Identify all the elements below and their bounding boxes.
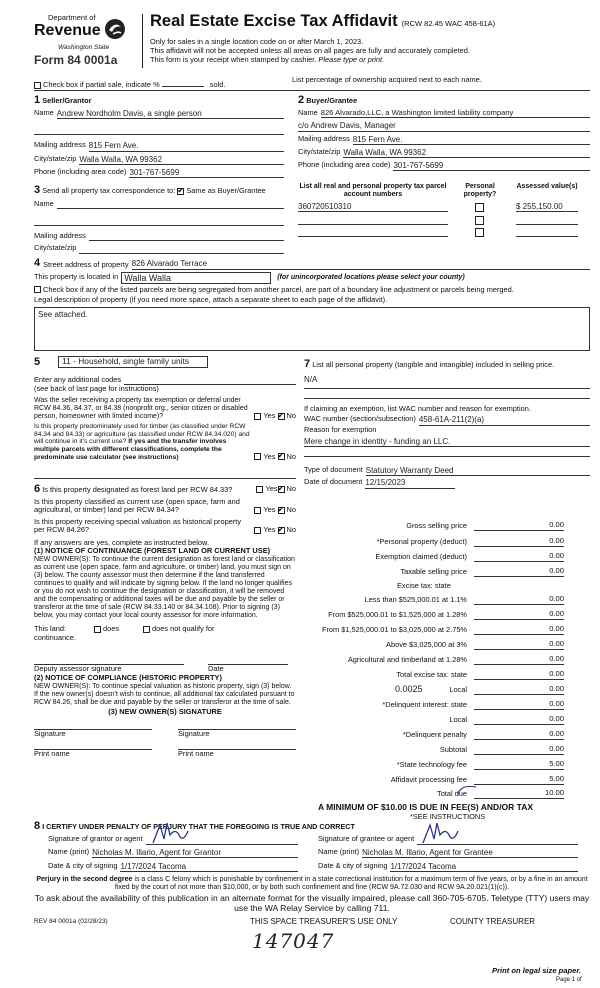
dor-logo (34, 14, 134, 70)
buyer-name[interactable]: 826 Alvarado,LLC, a Washington limited liability company (321, 109, 590, 119)
affidavit-page: Department of Revenue Washington State Form 84 0001a Real Estate Excise Tax Affidavit (RCW 82.45 WAC 458-61A) Only for sales in a single location code on or after March 1, 2023. This affidavit will not be accepted unless all areas on all pages are fully and accurately completed. This form is your receipt when stamped by cashier. Please type or print. Check box if partial sale, indicate % sold. List percentage of ownership acquired next to each name. 1 Seller/Grantor Name Andrew Nordholm Davis, a single person Mailing address 815 Fern Ave. City/state/zip Walla Walla, WA 99362 Phone (including area code) 301-767-5699 2 Buyer/Grantee Name 826 Alvarado,LLC, a Washington limited liability company c/o Andrew Davis, Manager Mailing address 815 Fern Ave. City/state/zip Walla Walla, WA 99362 Phone (including area code) 301-767-5699 3 Send all property tax correspondence to: ✔ Same as Buyer/Grantee Name Mailing address City/state/zip List all real and personal property tax parcel account numbers Personal property? Assessed value(s) 360720510310 $ 255,150.00 4 Street address of property 826 Alvarado Terrace This property is located in Walla Walla (for unincorporated locations please select your county) Check box if any of the listed parcels are being segregated from another parcel, are part of a boundary line adjustment or parcels being merged. Legal description of property (if you need more space, attach a separate sheet to each page of the affidavit). See attached. 5 11 - Household, single family units Enter any additional codes (see back of last page for instructions) Was the seller receiving a property tax exemption or deferral under RCW 84.36, 84.37, or 84.38 (nonprofit org., senior citizen or disabled person, homeowner with limited income)? Yes ✔ No Is this property predominately used for timber (as classified under RCW 84.34 and 84.33) or agriculture (as classified under RCW 84.34.020) and will continue in it's current use? If yes and the transfer involves multiple parcels with different classifications, complete the predominate use calculator (see instructions) Yes ✔ No 6 Is this property designated as forest land per RCW 84.33? Yes✔ No Is this property classified as current use (open space, farm and agricultural, or timber) land per RCW 84.34? Yes ✔ No Is this property receiving special valuation as historical property per RCW 84.26? Yes ✔ No If any answers are yes, complete as instructed below. (1) NOTICE OF CONTINUANCE (FOREST LAND OR CURRENT USE) NEW OWNER(S): To continue the current designation as forest land or classification as current use (open space, farm and agriculture, or timber) land, you must sign on (3) below. The county assessor must then determine if the land transferred continues to qualify and will indicate by signing below. If the land no longer qualifies or you do not wish to continue the designation or classification, it will be removed and the compensating or additional taxes will be due and payable by the seller or transferor at the time of sale (RCW 84.33.140 or 84.34.108). Prior to signing (3) below, you may contact your local county assessor for more information. This land: does does not qualify for continuance. Deputy assessor signature Date (2) NOTICE OF COMPLIANCE (HISTORIC PROPERTY) NEW OWNER(S): To continue special valuation as historic property, sign (3) below. If the new owner(s) doesn't wish to continue, all additional tax calculated pursuant to RCW 84.26, shall be due and payable by the seller or transferor at the time of sale. (3) NEW OWNER(S) SIGNATURE Signature Signature Print name Print name 7 List all personal property (tangible and intangible) included in selling price. N/A If claiming an exemption, list WAC number and reason for exemption. WAC number (section/subsection) 458-61A-211(2)(a) Reason for exemption Mere change in identity - funding an LLC. Type of document Statutory Warranty Deed Date of document 12/15/2023 Gross selling price 0.00 *Personal property (deduct) 0.00 Exemption claimed (deduct) 0.00 Taxable selling price 0.00 Excise tax: state Less than $525,000.01 at 1.1% 0.00 From $525,000.01 to $1,525,000 at 1.28% 0.00 From $1,525,000.01 to $3,025,000 at 2.75% 0.00 Above $3,025,000 at 3% 0.00 Agricultural and timberland at 1.28% 0.00 Total excise tax: state 0.00 0.0025 Local 0.00 *Delinquent interest: state 0.00 Local 0.00 *Delinquent penalty 0.00 Subtotal 0.00 *State technology fee 5.00 Affidavit processing fee 5.00 Total due 10.00 A MINIMUM OF $10.00 IS DUE IN FEE(S) AND/OR TAX *SEE INSTRUCTIONS 8 I CERTIFY UNDER PENALTY OF PERJURY THAT THE FOREGOING IS TRUE AND CORRECT Signature of grantor or agent Name (print) Nicholas M. Illario, Agent for Grantor Date & city of signing 1/17/2024 Tacoma Signature of grantee or agent Name (print) Nicholas M. Illario, Agent for Grantee Date & city of signing 1/17/2024 Tacoma Perjury in the second degree is a class C felony which is punishable by confinement in a state correctional institution for a maximum term of five years, or by a fine in an amount fixed by the court of not more than $10,000, or by both such confinement and fine (RCW 9A.72.030 and RCW 9A.20.021(1)(c)). To ask about the availability of this publication in an alternate format for the visually impaired, please call 360-705-6705. Teletype (TTY) users may use the WA Relay Service by calling 711. REV 84 0001a (02/28/23) THIS SPACE TREASURER'S USE ONLY COUNTY TREASURER 147047 Print on legal size paper. Page 1 of (0, 0, 600, 988)
seller-city[interactable]: Walla Walla, WA 99362 (79, 155, 284, 165)
partial-sale-row: Check box if partial sale, indicate % sold. (34, 79, 225, 90)
legal-size-note: Print on legal size paper. (492, 966, 582, 975)
grantee-date-city[interactable]: 1/17/2024 Tacoma (390, 862, 578, 872)
parcel-number-1[interactable]: 360720510310 (298, 202, 448, 212)
assessed-value-3[interactable] (516, 228, 578, 238)
treasurer-use-label: THIS SPACE TREASURER'S USE ONLY (250, 917, 398, 926)
tax-tier1[interactable]: 0.00 (474, 595, 564, 605)
land-use-code-select[interactable]: 11 - Household, single family units (58, 356, 208, 368)
parcel-col-header: List all real and personal property tax parcel account numbers (299, 183, 447, 199)
grantor-date-city[interactable]: 1/17/2024 Tacoma (120, 862, 298, 872)
delinquent-interest-local[interactable]: 0.00 (474, 715, 564, 725)
exemption-yes-checkbox[interactable] (254, 413, 261, 420)
partial-sale-checkbox[interactable] (34, 82, 41, 89)
total-excise-state[interactable]: 0.00 (474, 670, 564, 680)
personal-property-checkbox-2[interactable] (475, 216, 484, 225)
correspondence-mailing[interactable] (89, 232, 284, 242)
document-type[interactable]: Statutory Warranty Deed (366, 466, 590, 476)
form-title-row (150, 12, 595, 31)
top-rule (34, 90, 590, 91)
current-use-no-checkbox[interactable] (278, 507, 285, 514)
parcel-number-2[interactable] (298, 215, 448, 225)
dept-line1: Department of (48, 13, 96, 22)
personal-property-checkbox-3[interactable] (475, 228, 484, 237)
timber-no-checkbox[interactable] (278, 453, 285, 460)
same-as-buyer-checkbox[interactable] (177, 188, 184, 195)
grantee-signature-block: Signature of grantee or agent Name (print) Nicholas M. Illario, Agent for Grantee Date & city of signing 1/17/2024 Tacoma (318, 835, 578, 872)
header-note1: Only for sales in a single location code on or after March 1, 2023. (150, 37, 364, 46)
property-street[interactable]: 826 Alvarado Terrace (132, 259, 590, 269)
handwritten-receipt-number: 147047 (252, 929, 335, 953)
property-section: 4 Street address of property 826 Alvarado Terrace This property is located in Walla Walla (for unincorporated locations please select your county) Check box if any of the listed parcels are being segregated from another parcel, are part of a boundary line adjustment or parcels being merged. Legal description of property (if you need more space, attach a separate sheet to each page of the affidavit). See attached. (34, 257, 590, 351)
assessed-value-2[interactable] (516, 215, 578, 225)
county-select[interactable]: Walla Walla (121, 272, 271, 284)
alt-format-notice: To ask about the availability of this publication in an alternate format for the visually impaired, please call 360-705-6705. Teletype (TTY) users may use the WA Relay Service by calling 711. (34, 893, 590, 913)
revision-label: REV 84 0001a (02/28/23) (34, 918, 108, 925)
taxable-selling-price[interactable]: 0.00 (474, 567, 564, 577)
timber-yes-checkbox[interactable] (254, 453, 261, 460)
forest-section: 6 Is this property designated as forest land per RCW 84.33? Yes✔ No Is this property classified as current use (open space, farm and agricultural, or timber) land per RCW 84.34? Yes ✔ No Is this property receiving special valuation as historical property per RCW 84.26? Yes ✔ No If any answers are yes, complete as instructed below. (1) NOTICE OF CONTINUANCE (FOREST LAND OR CURRENT USE) NEW OWNER(S): To continue the current designation as forest land or classification as current use (open space, farm and agriculture, or timber) land, you must sign on (3) below. The county assessor must then determine if the land transferred continues to qualify and will indicate by signing below. If the land no longer qualifies or you do not wish to continue the designation or classification, it will be removed and the compensating or additional taxes will be due and payable by the seller or transferor at the time of sale (RCW 84.33.140 or 84.34.108). Prior to signing (3) below, you may contact your local county assessor for more information. This land: does does not qualify for continuance. Deputy assessor signature Date (2) NOTICE OF COMPLIANCE (HISTORIC PROPERTY) NEW OWNER(S): To continue special valuation as historic property, sign (3) below. If the new owner(s) doesn't wish to continue, all additional tax calculated pursuant to RCW 84.26, shall be due and payable by the seller or transferor at the time of sale. (3) NEW OWNER(S) SIGNATURE Signature Signature Print name Print name (34, 483, 296, 758)
buyer-mailing[interactable]: 815 Fern Ave. (353, 135, 590, 145)
certification-row: 8 I CERTIFY UNDER PENALTY OF PERJURY THAT THE FOREGOING IS TRUE AND CORRECT (34, 820, 355, 832)
correspondence-name-line2[interactable] (34, 216, 284, 226)
section4-rule (34, 350, 590, 351)
form-title: Real Estate Excise Tax Affidavit (150, 12, 398, 30)
page-number: Page 1 of (556, 977, 582, 983)
exemption-reason[interactable]: Mere change in identity - funding an LLC. (304, 437, 590, 447)
seller-phone[interactable]: 301-767-5699 (129, 168, 284, 178)
seller-name-line2[interactable] (34, 126, 284, 136)
exemption-no-checkbox[interactable] (278, 413, 285, 420)
total-due[interactable]: 10.00 (474, 789, 564, 799)
personal-property-deduct[interactable]: 0.00 (474, 537, 564, 547)
revenue-swirl-icon (104, 18, 126, 40)
parcel-number-3[interactable] (298, 228, 448, 238)
local-rate: 0.0025 (395, 684, 423, 694)
exemption-deduct[interactable]: 0.00 (474, 552, 564, 562)
section5-6-divider (34, 478, 296, 479)
tax-agricultural[interactable]: 0.00 (474, 655, 564, 665)
buyer-phone[interactable]: 301-767-5699 (393, 161, 590, 171)
personal-col-header: Personal property? (463, 183, 497, 199)
total-excise-local[interactable]: 0.00 (474, 685, 564, 695)
affidavit-processing-fee[interactable]: 5.00 (474, 775, 564, 785)
seller-section: 1 Seller/Grantor Name Andrew Nordholm Davis, a single person Mailing address 815 Fern Ave. City/state/zip Walla Walla, WA 99362 Phone (including area code) 301-767-5699 (34, 94, 284, 178)
correspondence-section: 3 Send all property tax correspondence to: ✔ Same as Buyer/Grantee Name Mailing address City/state/zip (34, 184, 284, 254)
grantor-print-name[interactable]: Nicholas M. Illario, Agent for Grantor (92, 848, 298, 858)
county-treasurer-label: COUNTY TREASURER (450, 917, 536, 926)
delinquent-penalty[interactable]: 0.00 (474, 730, 564, 740)
current-use-yes-checkbox[interactable] (254, 507, 261, 514)
grantee-handwritten-signature (420, 817, 460, 847)
document-date[interactable]: 12/15/2023 (365, 478, 455, 488)
header-note2: This affidavit will not be accepted unless all areas on all pages are fully and accurately completed. (150, 46, 470, 55)
segregated-checkbox[interactable] (34, 286, 41, 293)
land-does-checkbox[interactable] (94, 626, 101, 633)
form-title-ref: (RCW 82.45 WAC 458-61A) (401, 19, 496, 28)
header-note3: This form is your receipt when stamped by cashier. Please type or print. (150, 55, 385, 64)
buyer-name-line2[interactable]: c/o Andrew Davis, Manager (298, 121, 590, 131)
forest-no-checkbox[interactable] (278, 486, 285, 493)
tax-tier2[interactable]: 0.00 (474, 610, 564, 620)
county-note: (for unincorporated locations please select your county) (277, 273, 465, 281)
assessed-col-header: Assessed value(s) (516, 183, 578, 190)
personal-property-checkbox-1[interactable] (475, 203, 484, 212)
dept-line3: Washington State (58, 44, 110, 51)
tax-tier4[interactable]: 0.00 (474, 640, 564, 650)
seller-mailing[interactable]: 815 Fern Ave. (89, 141, 284, 151)
dept-line2: Revenue (34, 22, 101, 39)
forest-yes-checkbox[interactable] (256, 486, 263, 493)
grantee-print-name[interactable]: Nicholas M. Illario, Agent for Grantee (362, 848, 578, 858)
minimum-notice: A MINIMUM OF $10.00 IS DUE IN FEE(S) AND/OR TAX (318, 802, 534, 812)
compliance-notice-text: NEW OWNER(S): To continue special valuation as historic property, sign (3) below. If the new owner(s) doesn't wish to continue, all additional tax calculated pursuant to RCW 84.26, shall be due and payable by the seller or transferor at the time of sale. (34, 682, 295, 706)
state-technology-fee[interactable]: 5.00 (474, 760, 564, 770)
wac-number[interactable]: 458-61A-211(2)(a) (419, 415, 590, 425)
form-number: Form 84 0001a (34, 53, 118, 67)
personal-property-section: 7 List all personal property (tangible and intangible) included in selling price. N/A If claiming an exemption, list WAC number and reason for exemption. WAC number (section/subsection) 458-61A-211(2)(a) Reason for exemption Mere change in identity - funding an LLC. Type of document Statutory Warranty Deed Date of document 12/15/2023 (304, 358, 590, 489)
grantor-handwritten-signature (150, 817, 190, 847)
buyer-city[interactable]: Walla Walla, WA 99362 (343, 148, 590, 158)
landuse-section: 5 11 - Household, single family units Enter any additional codes (see back of last page for instructions) Was the seller receiving a property tax exemption or deferral under RCW 84.36, 84.37, or 84.38 (nonprofit org., senior citizen or disabled person, homeowner with limited income)? Yes ✔ No Is this property predominately used for timber (as classified under RCW 84.34 and 84.33) or agriculture (as classified under RCW 84.34.020) and will continue in it's current use? If yes and the transfer involves multiple parcels with different classifications, complete the predominate use calculator (see instructions) Yes ✔ No (34, 356, 296, 461)
grantor-signature-block: Signature of grantor or agent Name (print) Nicholas M. Illario, Agent for Grantor Date & city of signing 1/17/2024 Tacoma (48, 835, 298, 872)
land-does-not-checkbox[interactable] (143, 626, 150, 633)
correspondence-name[interactable] (57, 200, 284, 210)
assessed-value-1[interactable]: $ 255,150.00 (516, 202, 578, 212)
ownership-note: List percentage of ownership acquired next to each name. (292, 75, 482, 84)
continuance-notice-text: NEW OWNER(S): To continue the current designation as forest land or classification as current use (open space, farm and agriculture, or timber) land, you must sign on (3) below. The county assessor must then determine if the land transferred continues to qualify and will indicate by signing below. If the land no longer qualifies or you do not wish to continue the designation or classification, it will be removed and the compensating or additional taxes will be due and payable by the seller or transferor at the time of sale (RCW 84.33.140 or 84.34.108). Prior to signing (3) below, you may contact your local county assessor for more information. (34, 555, 295, 620)
historic-no-checkbox[interactable] (278, 527, 285, 534)
delinquent-interest-state[interactable]: 0.00 (474, 700, 564, 710)
parcel-table (298, 183, 590, 237)
total-due-circle-mark (456, 783, 478, 797)
subtotal[interactable]: 0.00 (474, 745, 564, 755)
legal-description-field[interactable]: See attached. (34, 307, 590, 351)
seller-name[interactable]: Andrew Nordholm Davis, a single person (57, 109, 284, 119)
buyer-section: 2 Buyer/Grantee Name 826 Alvarado,LLC, a Washington limited liability company c/o Andrew Davis, Manager Mailing address 815 Fern Ave. City/state/zip Walla Walla, WA 99362 Phone (including area code) 301-767-5699 (298, 94, 590, 171)
header-divider (142, 14, 143, 68)
historic-yes-checkbox[interactable] (254, 527, 261, 534)
personal-property-field[interactable]: N/A (304, 374, 318, 384)
tax-tier3[interactable]: 0.00 (474, 625, 564, 635)
correspondence-city[interactable] (79, 244, 284, 254)
perjury-notice: Perjury in the second degree is a class C felony which is punishable by confinement in a state correctional institution for a maximum term of five years, or by a fine in an amount fixed by the court of not more than $10,000, or by both such confinement and fine (RCW 9A.72.030 and RCW 9A.20.021(1)(c)). (36, 876, 588, 892)
gross-selling-price[interactable]: 0.00 (474, 521, 564, 531)
